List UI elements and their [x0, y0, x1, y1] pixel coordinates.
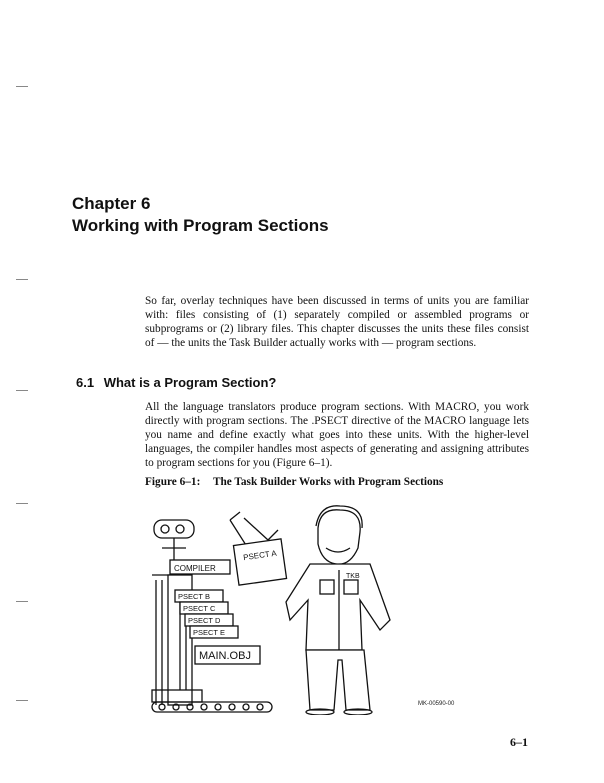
psect-a-card [233, 539, 286, 585]
chapter-label: Chapter 6 [72, 194, 151, 213]
figure-caption [145, 476, 443, 488]
robot-eye-icon [154, 520, 194, 538]
section-paragraph: All the language translators produce program sections. With MACRO, you work directly with program sections. The .PSECT directive of the MACRO language lets you name and define exactly what goes into these units. With the higher-level languages, the compiler handles most aspects of generating and assigning attributes to program sections for you (Figure 6–1). [145, 401, 529, 469]
margin-mark [16, 390, 28, 391]
compiler-label: COMPILER [174, 564, 216, 573]
task-builder-illustration [140, 500, 470, 715]
figure-number: Figure 6–1: [145, 476, 201, 488]
margin-mark [16, 601, 28, 602]
section-number: 6.1 [76, 375, 95, 390]
section-title: What is a Program Section? [103, 375, 277, 390]
psect-b-label: PSECT B [178, 592, 210, 601]
mechanic-shirt [286, 564, 390, 650]
margin-mark [16, 279, 28, 280]
page-number: 6–1 [510, 735, 528, 749]
psect-a-label: PSECT A [242, 548, 278, 563]
figure-caption-text: The Task Builder Works with Program Sections [212, 476, 444, 488]
intro-paragraph: So far, overlay techniques have been discussed in terms of units you are familiar with: files consisting of (1) separately compiled or assembled programs or subprograms or (2) library files. This chapter discusses the units these files consist of — the units the Task Builder actually works with — program sections. [145, 295, 529, 349]
margin-mark [16, 700, 28, 701]
mechanic-head [318, 510, 360, 564]
section-heading [76, 375, 276, 390]
margin-mark [16, 503, 28, 504]
mechanic-pants [306, 650, 370, 710]
figure-id: MK-00590-00 [418, 701, 455, 707]
psect-c-label: PSECT C [183, 604, 216, 613]
tkb-label: TKB [346, 573, 360, 580]
chapter-title: Working with Program Sections [72, 216, 329, 235]
psect-e-label: PSECT E [193, 628, 225, 637]
psect-d-label: PSECT D [188, 616, 221, 625]
main-obj-label: MAIN.OBJ [199, 650, 251, 662]
margin-mark [16, 86, 28, 87]
